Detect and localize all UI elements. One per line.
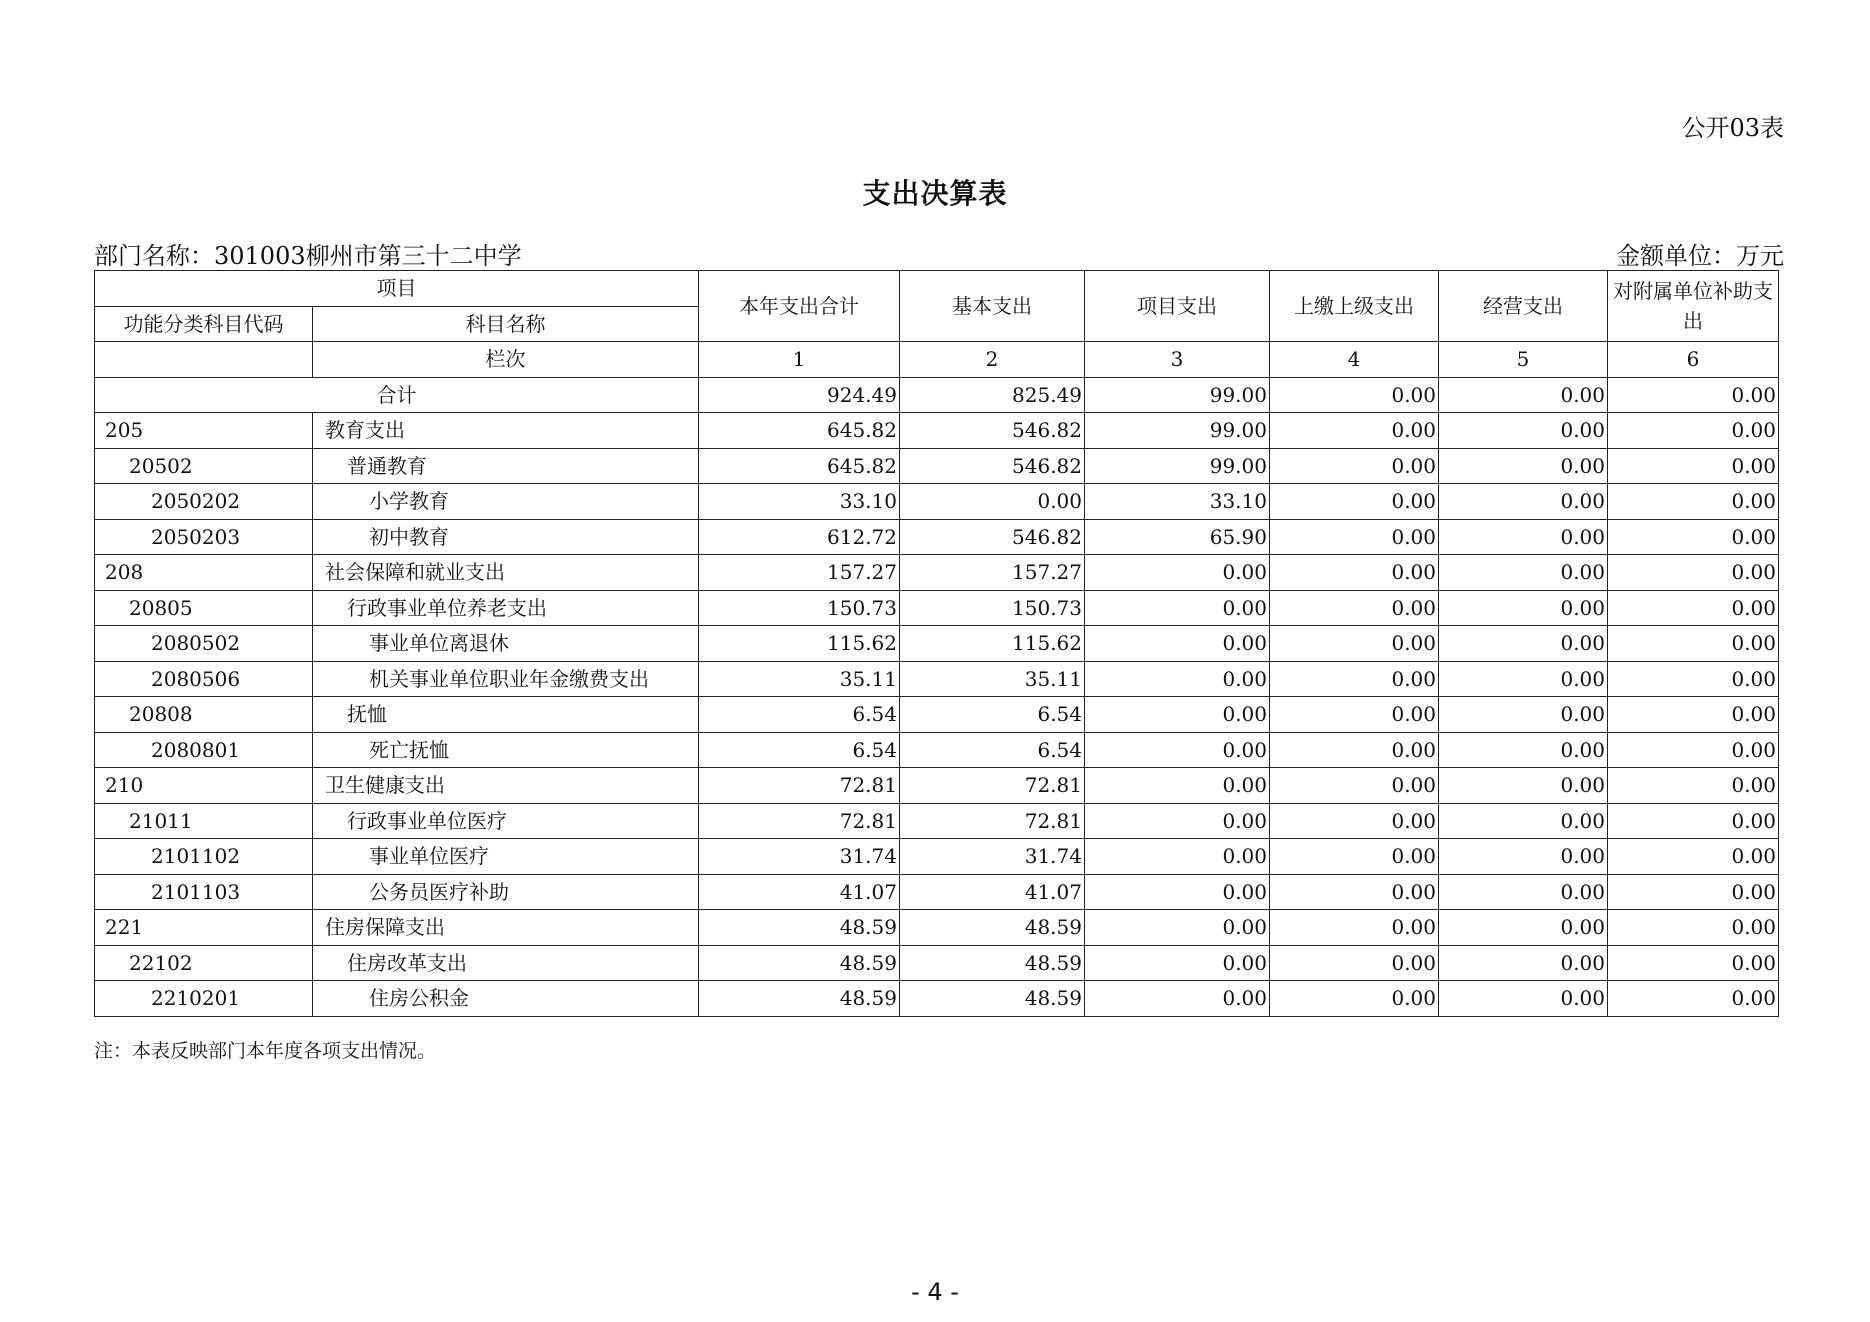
amount-cell: 6.54 bbox=[699, 732, 900, 768]
amount-cell: 6.54 bbox=[699, 697, 900, 733]
amount-cell: 0.00 bbox=[1270, 661, 1439, 697]
amount-cell: 0.00 bbox=[1439, 768, 1608, 804]
subject-code: 20805 bbox=[95, 590, 313, 626]
amount-cell: 35.11 bbox=[900, 661, 1085, 697]
amount-cell: 65.90 bbox=[1085, 519, 1270, 555]
table-row bbox=[95, 839, 1779, 875]
subject-name: 住房改革支出 bbox=[313, 945, 699, 981]
table-row bbox=[95, 768, 1779, 804]
amount-cell: 0.00 bbox=[1439, 910, 1608, 946]
amount-cell: 150.73 bbox=[699, 590, 900, 626]
column-index-row bbox=[95, 342, 1779, 378]
amount-cell: 72.81 bbox=[699, 803, 900, 839]
amount-cell: 0.00 bbox=[1270, 448, 1439, 484]
amount-cell: 0.00 bbox=[1608, 839, 1779, 875]
amount-cell: 0.00 bbox=[1608, 448, 1779, 484]
amount-cell: 72.81 bbox=[900, 768, 1085, 804]
subject-code: 2101103 bbox=[95, 874, 313, 910]
total-value: 99.00 bbox=[1085, 377, 1270, 413]
header-project: 项目 bbox=[95, 271, 699, 307]
amount-cell: 0.00 bbox=[1608, 555, 1779, 591]
header-subsidy: 对附属单位补助支出 bbox=[1608, 271, 1779, 342]
table-row bbox=[95, 732, 1779, 768]
amount-cell: 0.00 bbox=[1439, 874, 1608, 910]
amount-cell: 48.59 bbox=[900, 981, 1085, 1017]
amount-cell: 35.11 bbox=[699, 661, 900, 697]
column-index-empty bbox=[95, 342, 313, 378]
amount-cell: 645.82 bbox=[699, 413, 900, 449]
amount-cell: 0.00 bbox=[1608, 484, 1779, 520]
amount-cell: 41.07 bbox=[900, 874, 1085, 910]
subject-name: 教育支出 bbox=[313, 413, 699, 449]
amount-cell: 48.59 bbox=[900, 945, 1085, 981]
header-upper: 上缴上级支出 bbox=[1270, 271, 1439, 342]
table-row bbox=[95, 590, 1779, 626]
amount-cell: 0.00 bbox=[1439, 484, 1608, 520]
amount-cell: 33.10 bbox=[1085, 484, 1270, 520]
column-index: 5 bbox=[1439, 342, 1608, 378]
amount-cell: 546.82 bbox=[900, 519, 1085, 555]
amount-cell: 0.00 bbox=[1439, 661, 1608, 697]
amount-cell: 0.00 bbox=[1608, 803, 1779, 839]
subject-code: 21011 bbox=[95, 803, 313, 839]
header-project-expenditure: 项目支出 bbox=[1085, 271, 1270, 342]
amount-cell: 0.00 bbox=[1608, 519, 1779, 555]
amount-cell: 546.82 bbox=[900, 448, 1085, 484]
amount-cell: 645.82 bbox=[699, 448, 900, 484]
subject-name: 事业单位医疗 bbox=[313, 839, 699, 875]
total-value: 0.00 bbox=[1270, 377, 1439, 413]
header-total: 本年支出合计 bbox=[699, 271, 900, 342]
amount-cell: 0.00 bbox=[1270, 590, 1439, 626]
amount-cell: 6.54 bbox=[900, 732, 1085, 768]
amount-cell: 0.00 bbox=[1270, 945, 1439, 981]
amount-cell: 0.00 bbox=[1085, 910, 1270, 946]
amount-cell: 0.00 bbox=[1439, 839, 1608, 875]
amount-cell: 0.00 bbox=[1085, 555, 1270, 591]
department-name: 部门名称：301003柳州市第三十二中学 bbox=[94, 242, 522, 270]
amount-cell: 0.00 bbox=[1608, 697, 1779, 733]
amount-cell: 99.00 bbox=[1085, 413, 1270, 449]
subject-name: 普通教育 bbox=[313, 448, 699, 484]
table-row bbox=[95, 910, 1779, 946]
header-business: 经营支出 bbox=[1439, 271, 1608, 342]
amount-cell: 0.00 bbox=[1085, 768, 1270, 804]
page-number: - 4 - bbox=[911, 1278, 959, 1306]
amount-cell: 0.00 bbox=[1608, 413, 1779, 449]
subject-code: 20808 bbox=[95, 697, 313, 733]
amount-cell: 31.74 bbox=[699, 839, 900, 875]
amount-cell: 0.00 bbox=[1270, 732, 1439, 768]
total-value: 825.49 bbox=[900, 377, 1085, 413]
column-index: 4 bbox=[1270, 342, 1439, 378]
subject-name: 住房保障支出 bbox=[313, 910, 699, 946]
subject-name: 行政事业单位医疗 bbox=[313, 803, 699, 839]
amount-cell: 0.00 bbox=[1608, 910, 1779, 946]
amount-cell: 0.00 bbox=[1439, 590, 1608, 626]
table-row bbox=[95, 874, 1779, 910]
amount-cell: 0.00 bbox=[1270, 697, 1439, 733]
amount-cell: 0.00 bbox=[1085, 732, 1270, 768]
subject-name: 小学教育 bbox=[313, 484, 699, 520]
total-value: 0.00 bbox=[1439, 377, 1608, 413]
amount-cell: 0.00 bbox=[1439, 519, 1608, 555]
subject-name: 抚恤 bbox=[313, 697, 699, 733]
page-title: 支出决算表 bbox=[862, 177, 1008, 210]
amount-cell: 0.00 bbox=[1270, 484, 1439, 520]
table-row bbox=[95, 413, 1779, 449]
subject-name: 事业单位离退休 bbox=[313, 626, 699, 662]
amount-cell: 0.00 bbox=[1439, 413, 1608, 449]
amount-cell: 0.00 bbox=[1270, 626, 1439, 662]
amount-cell: 0.00 bbox=[1608, 874, 1779, 910]
subject-code: 20502 bbox=[95, 448, 313, 484]
amount-cell: 0.00 bbox=[1085, 590, 1270, 626]
column-index: 3 bbox=[1085, 342, 1270, 378]
subject-name: 卫生健康支出 bbox=[313, 768, 699, 804]
subject-name: 社会保障和就业支出 bbox=[313, 555, 699, 591]
amount-cell: 0.00 bbox=[1085, 874, 1270, 910]
table-row bbox=[95, 945, 1779, 981]
amount-cell: 0.00 bbox=[1085, 803, 1270, 839]
amount-cell: 0.00 bbox=[1439, 626, 1608, 662]
form-code: 公开03表 bbox=[1681, 114, 1784, 142]
amount-cell: 0.00 bbox=[1439, 697, 1608, 733]
amount-cell: 0.00 bbox=[1270, 839, 1439, 875]
subject-code: 2080506 bbox=[95, 661, 313, 697]
header-basic: 基本支出 bbox=[900, 271, 1085, 342]
subject-name: 行政事业单位养老支出 bbox=[313, 590, 699, 626]
header-subject-name: 科目名称 bbox=[313, 306, 699, 342]
table-row bbox=[95, 981, 1779, 1017]
amount-cell: 72.81 bbox=[699, 768, 900, 804]
amount-cell: 115.62 bbox=[900, 626, 1085, 662]
subject-code: 2210201 bbox=[95, 981, 313, 1017]
amount-cell: 0.00 bbox=[1608, 981, 1779, 1017]
table-row bbox=[95, 519, 1779, 555]
amount-cell: 0.00 bbox=[1439, 555, 1608, 591]
table-row bbox=[95, 626, 1779, 662]
subject-code: 22102 bbox=[95, 945, 313, 981]
subject-code: 2050203 bbox=[95, 519, 313, 555]
subject-code: 221 bbox=[95, 910, 313, 946]
subject-name: 死亡抚恤 bbox=[313, 732, 699, 768]
amount-cell: 0.00 bbox=[1085, 661, 1270, 697]
header-code: 功能分类科目代码 bbox=[95, 306, 313, 342]
amount-cell: 115.62 bbox=[699, 626, 900, 662]
table-body bbox=[95, 377, 1779, 1016]
column-index: 2 bbox=[900, 342, 1085, 378]
subject-name: 初中教育 bbox=[313, 519, 699, 555]
amount-cell: 0.00 bbox=[1270, 910, 1439, 946]
subject-code: 205 bbox=[95, 413, 313, 449]
column-index-label: 栏次 bbox=[313, 342, 699, 378]
amount-cell: 0.00 bbox=[1439, 981, 1608, 1017]
amount-cell: 0.00 bbox=[1085, 945, 1270, 981]
table-row bbox=[95, 448, 1779, 484]
amount-cell: 0.00 bbox=[1085, 981, 1270, 1017]
subject-code: 2080801 bbox=[95, 732, 313, 768]
total-label: 合计 bbox=[95, 377, 699, 413]
table-row bbox=[95, 803, 1779, 839]
amount-cell: 157.27 bbox=[699, 555, 900, 591]
table-row bbox=[95, 484, 1779, 520]
amount-cell: 0.00 bbox=[1439, 945, 1608, 981]
amount-cell: 0.00 bbox=[1270, 874, 1439, 910]
amount-cell: 150.73 bbox=[900, 590, 1085, 626]
amount-cell: 0.00 bbox=[1270, 519, 1439, 555]
amount-cell: 0.00 bbox=[1608, 661, 1779, 697]
amount-cell: 33.10 bbox=[699, 484, 900, 520]
amount-cell: 99.00 bbox=[1085, 448, 1270, 484]
subject-name: 住房公积金 bbox=[313, 981, 699, 1017]
amount-cell: 0.00 bbox=[1608, 732, 1779, 768]
amount-cell: 0.00 bbox=[1085, 626, 1270, 662]
amount-cell: 31.74 bbox=[900, 839, 1085, 875]
amount-cell: 546.82 bbox=[900, 413, 1085, 449]
subject-code: 208 bbox=[95, 555, 313, 591]
amount-cell: 0.00 bbox=[1439, 732, 1608, 768]
amount-cell: 0.00 bbox=[900, 484, 1085, 520]
amount-cell: 0.00 bbox=[1270, 981, 1439, 1017]
subject-code: 2101102 bbox=[95, 839, 313, 875]
amount-cell: 0.00 bbox=[1608, 945, 1779, 981]
amount-cell: 0.00 bbox=[1608, 768, 1779, 804]
subject-code: 2080502 bbox=[95, 626, 313, 662]
amount-cell: 48.59 bbox=[699, 981, 900, 1017]
amount-cell: 0.00 bbox=[1270, 768, 1439, 804]
amount-cell: 0.00 bbox=[1270, 803, 1439, 839]
amount-cell: 0.00 bbox=[1608, 590, 1779, 626]
subject-name: 公务员医疗补助 bbox=[313, 874, 699, 910]
total-row bbox=[95, 377, 1779, 413]
column-index: 6 bbox=[1608, 342, 1779, 378]
amount-cell: 41.07 bbox=[699, 874, 900, 910]
amount-cell: 0.00 bbox=[1608, 626, 1779, 662]
amount-cell: 72.81 bbox=[900, 803, 1085, 839]
amount-cell: 0.00 bbox=[1085, 697, 1270, 733]
amount-cell: 0.00 bbox=[1439, 448, 1608, 484]
table-row bbox=[95, 661, 1779, 697]
amount-cell: 157.27 bbox=[900, 555, 1085, 591]
amount-cell: 0.00 bbox=[1270, 555, 1439, 591]
amount-cell: 6.54 bbox=[900, 697, 1085, 733]
expenditure-table bbox=[94, 270, 1779, 1017]
amount-cell: 48.59 bbox=[699, 945, 900, 981]
table-note: 注：本表反映部门本年度各项支出情况。 bbox=[94, 1040, 437, 1062]
amount-cell: 48.59 bbox=[699, 910, 900, 946]
table-row bbox=[95, 697, 1779, 733]
amount-cell: 0.00 bbox=[1085, 839, 1270, 875]
total-value: 0.00 bbox=[1608, 377, 1779, 413]
total-value: 924.49 bbox=[699, 377, 900, 413]
amount-cell: 0.00 bbox=[1270, 413, 1439, 449]
subject-name: 机关事业单位职业年金缴费支出 bbox=[313, 661, 699, 697]
amount-cell: 48.59 bbox=[900, 910, 1085, 946]
table-row bbox=[95, 555, 1779, 591]
amount-cell: 612.72 bbox=[699, 519, 900, 555]
subject-code: 2050202 bbox=[95, 484, 313, 520]
header-row-1 bbox=[95, 271, 1779, 307]
amount-unit: 金额单位：万元 bbox=[1616, 242, 1784, 270]
column-index: 1 bbox=[699, 342, 900, 378]
subject-code: 210 bbox=[95, 768, 313, 804]
amount-cell: 0.00 bbox=[1439, 803, 1608, 839]
